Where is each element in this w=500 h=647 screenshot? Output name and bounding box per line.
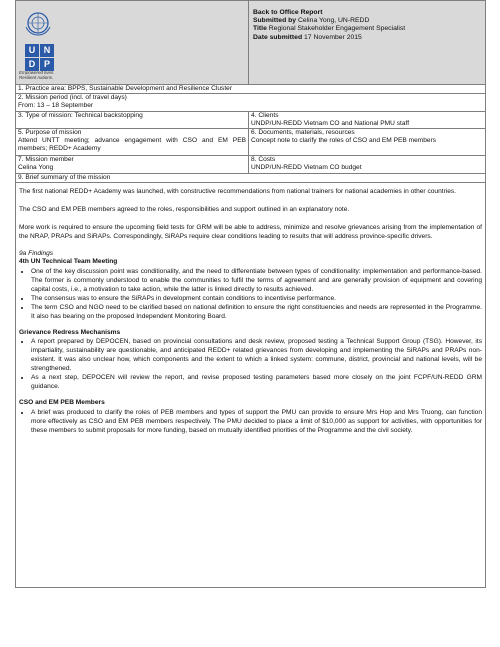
report-table [15,0,486,588]
grm-bullet-list [19,337,482,391]
submitted-by-label: Submitted by [253,17,297,25]
undp-logo [22,11,62,71]
submitted-by-value: Celina Yong, UN-REDD [297,17,370,25]
clients-value: UNDP/UN-REDD Vietnam CO and National PMU staff [251,119,410,127]
summary-body [16,183,486,588]
mission-member [16,156,249,174]
logo-letter-n: N [40,44,54,57]
title-value: Regional Stakeholder Engagement Specialist [268,25,406,33]
clients-label: 4. Clients [251,111,279,119]
summary-paragraph-2: The CSO and EM PEB members agreed to the roles, responsibilities and support outlined in an explanatory note. [19,206,350,214]
purpose-label: 5. Purpose of mission [18,129,82,137]
summary-label: 9. Brief summary of the mission [16,174,486,183]
logo-cell [16,1,249,85]
documents-value: Concept note to clarify the roles of CSO and EM PEB members [251,137,437,145]
member-value: Celina Yong [18,164,54,172]
undp-tagline [19,70,55,80]
list-item: • A brief was produced to clarify the roles of PEB members and types of support the PMU can provide to ensure Mrs Hop and Mrs Truong, can function more effectively as CSO and EM PEB members respectively. The PMU decided to place a limit of $10,000 as support for activities, with opportunities for these members to submit proposals for more funding, based on mutually identified priorities of the Programme and the civil society. [31,408,482,435]
mission-period-value: From: 13 – 18 September [18,102,94,110]
untt-bullet-list [19,267,482,321]
logo-letter-u: U [25,44,39,57]
purpose [16,129,249,156]
untt-heading: 4th UN Technical Team Meeting [19,258,118,266]
list-item: • A report prepared by DEPOCEN, based on provincial consultations and desk review, proposed testing a Technical Support Group (TSG). However, its impartiality, sustainability are questionable, and anticipated REDD+ related grievances from developing and implementing the SiRAPs and PRAPs non-existent. It was also unclear how, which components and the extent to which a linked system: commune, district, provincial and national levels, will be strengthened. [31,337,482,373]
mission-period-label: 2. Mission period (incl. of travel days) [18,94,127,102]
tagline-line-2: Resilient nations. [19,75,54,80]
cso-bullet-list [19,408,482,435]
logo-letter-p: P [40,58,54,71]
costs [249,156,486,174]
documents-label: 6. Documents, materials, resources [251,129,355,137]
list-item: • The term CSO and NGO need to be clarified based on national definition to ensure the right constituencies and needs are represented in the Programme. It also has bearing on the proposed Independent Monitoring Board. [31,303,482,321]
list-item: • One of the key discussion point was conditionality, and the need to differentiate between types of conditionality: implementation and performance-based. The former is commonly understood to enable the communities to fulfil the terms of agreement and are generally provision of equipment and covering capital costs, i.e., a motivation to take action, while the latter is linked directly to results achieved. [31,267,482,294]
costs-value: UNDP/UN-REDD Vietnam CO budget [251,164,362,172]
report-title: Back to Office Report [253,9,323,16]
mission-period [16,94,486,111]
purpose-value: Attend UNTT meeting; advance engagement with CSO and EM PEB members; REDD+ Academy [18,137,246,153]
tagline-line-1: Empowered lives. [19,70,55,75]
undp-letters [25,44,62,71]
title-label: Title [253,25,267,33]
costs-label: 8. Costs [251,156,276,164]
header-row [16,1,486,85]
summary-paragraph-1: The first national REDD+ Academy was launched, with constructive recommendations from national trainers for national academies in other countries. [19,188,457,196]
type-of-mission: 3. Type of mission: Technical backstopping [16,111,249,128]
cso-heading: CSO and EM PEB Members [19,399,105,407]
un-emblem-icon [22,11,54,37]
clients [249,111,486,128]
findings-label: 9a Findings [19,250,54,258]
logo-letter-d: D [25,58,39,71]
practice-area: 1. Practice area: BPPS, Sustainable Development and Resilience Cluster [16,85,486,94]
date-value: 17 November 2015 [304,33,362,41]
report-page [15,0,485,588]
report-meta-cell [249,1,486,85]
summary-paragraph-3: More work is required to ensure the upcoming field tests for GRM will be able to address, minimize and resolve grievances arising from the implementation of the NRAP, PRAPs and SiRAPs. Correspondingly, SiRAPs require clear conditions leading to results that will address province-specific drivers. [19,224,482,241]
list-item: • As a next step, DEPOCEN will review the report, and revise proposed testing parameters based more closely on the joint FCPF/UN-REDD GRM guidance. [31,373,482,391]
date-label: Date submitted [253,33,303,41]
grm-heading: Grievance Redress Mechanisms [19,328,121,336]
list-item: • The consensus was to ensure the SiRAPs in development contain conditions to incentivise performance. [31,294,482,303]
documents [249,129,486,156]
member-label: 7. Mission member [18,156,74,164]
